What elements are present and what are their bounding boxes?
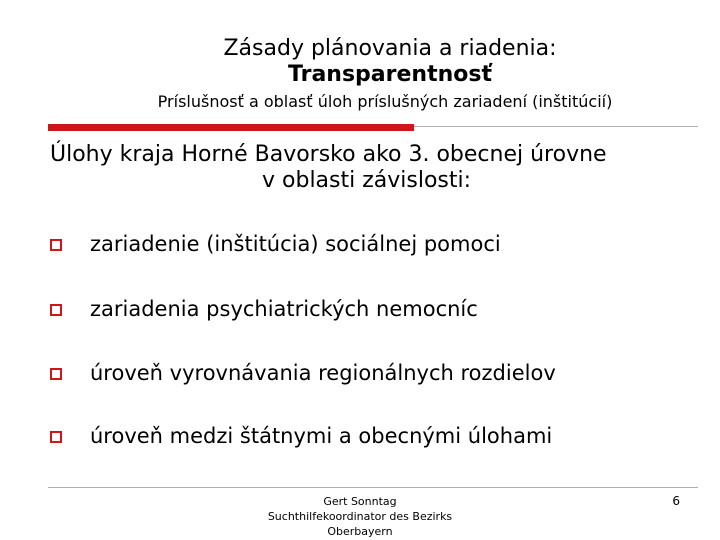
section-heading-line1: Úlohy kraja Horné Bavorsko ako 3. obecnej úrovne	[50, 142, 607, 167]
slide-title-line2: Transparentnosť	[288, 62, 492, 87]
slide-subtitle: Príslušnosť a oblasť úloh príslušných zariadení (inštitúcií)	[157, 92, 613, 111]
square-bullet-icon	[50, 431, 62, 443]
footer-divider-line	[48, 487, 698, 488]
list-item-text: úroveň vyrovnávania regionálnych rozdielov	[90, 361, 556, 385]
header-accent-bar	[48, 124, 414, 131]
square-bullet-icon	[50, 304, 62, 316]
list-item	[50, 294, 690, 324]
square-bullet-icon	[50, 368, 62, 380]
slide-title-line1: Zásady plánovania a riadenia:	[223, 36, 557, 61]
footer-author-name: Gert Sonntag	[323, 495, 397, 508]
list-item-text: zariadenie (inštitúcia) sociálnej pomoci	[90, 232, 501, 256]
list-item	[50, 358, 690, 388]
footer-author-role: Suchthilfekoordinator des Bezirks	[267, 510, 453, 523]
list-item-text: úroveň medzi štátnymi a obecnými úlohami	[90, 424, 553, 448]
section-heading-line2: v oblasti závislosti:	[262, 168, 472, 193]
section-heading	[50, 142, 670, 194]
square-bullet-icon	[50, 239, 62, 251]
footer-author-region: Oberbayern	[327, 525, 393, 538]
list-item-text: zariadenia psychiatrických nemocníc	[90, 297, 478, 321]
page-number: 6	[672, 494, 680, 508]
list-item	[50, 229, 690, 259]
footer-author	[230, 494, 490, 539]
list-item	[50, 421, 690, 451]
